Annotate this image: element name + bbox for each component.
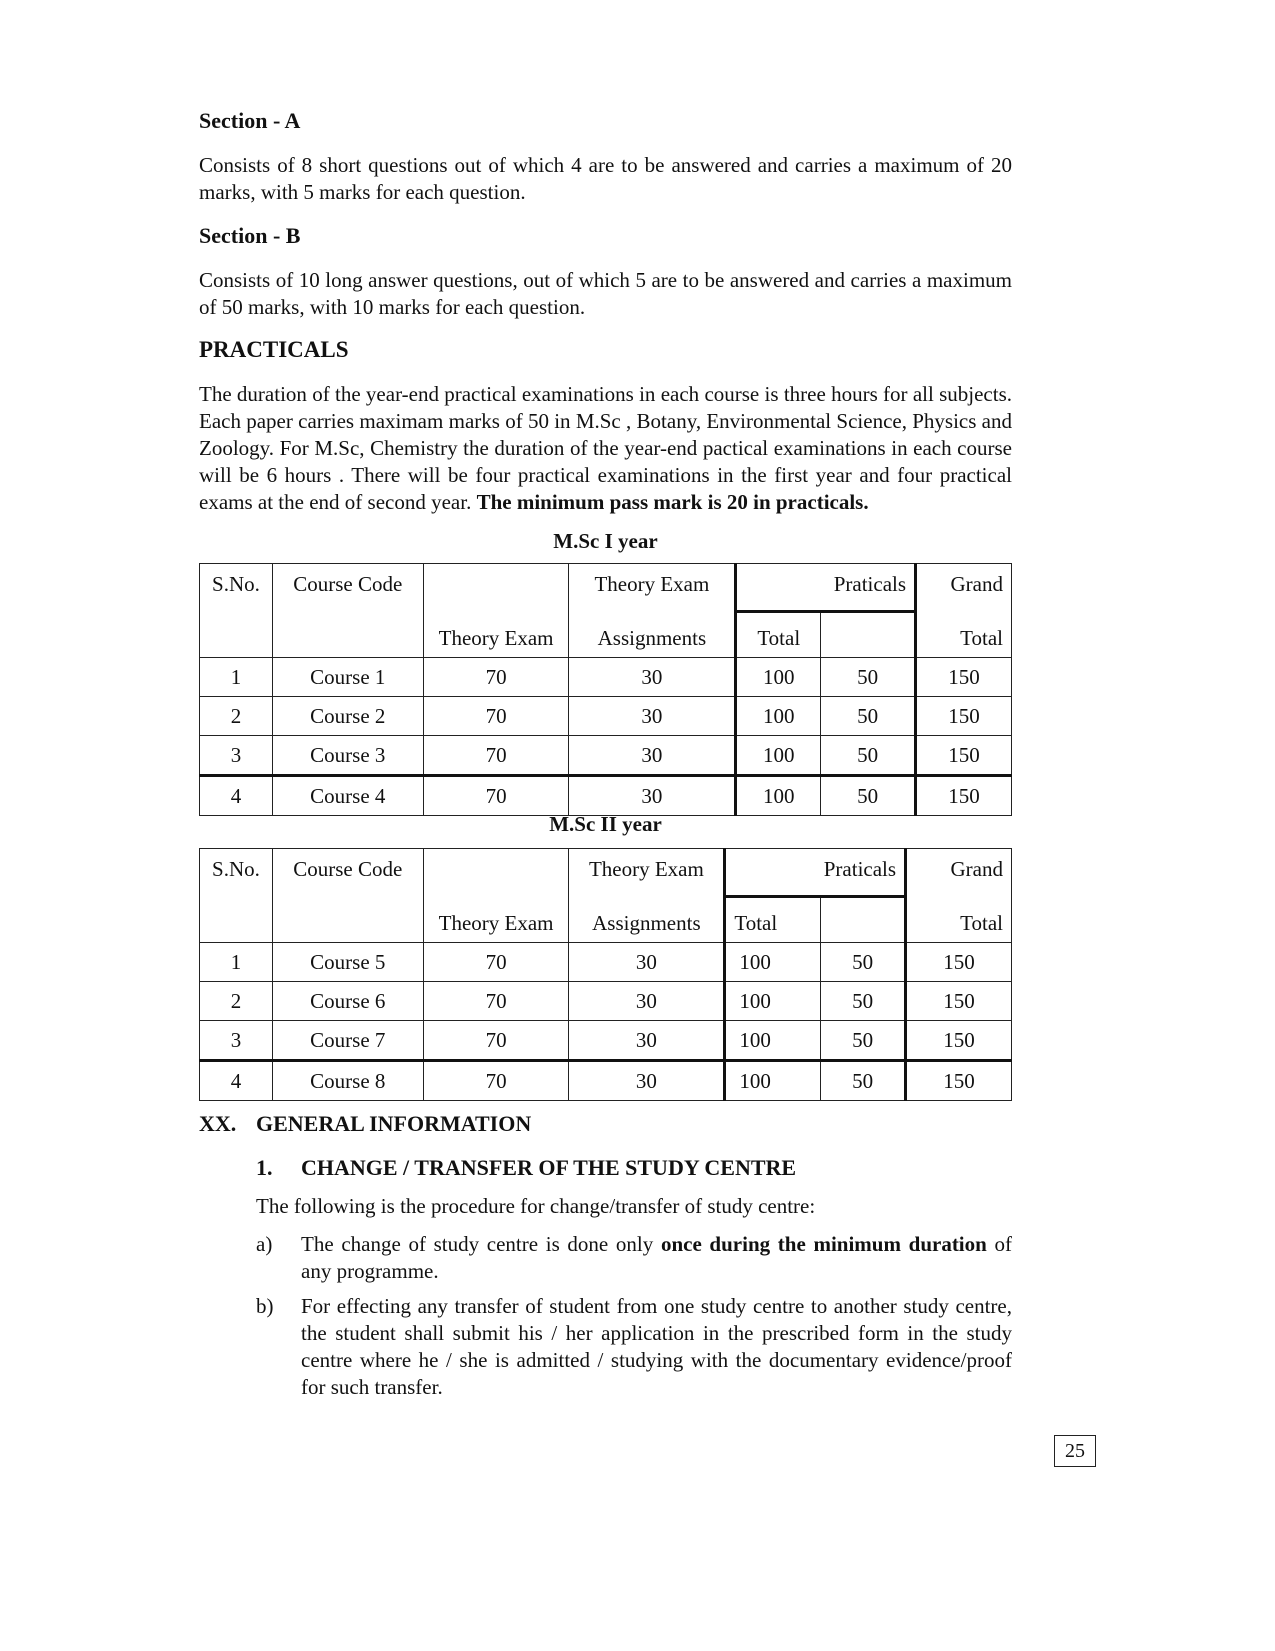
cell-grand: 150	[916, 697, 1012, 736]
section-b-heading: Section - B	[199, 223, 301, 248]
cell-sno: 2	[200, 697, 273, 736]
cell-theory: 70	[423, 1061, 569, 1101]
cell-theory: 70	[423, 736, 569, 776]
practicals-heading: PRACTICALS	[199, 337, 349, 362]
header-course-code: Course Code	[272, 564, 423, 612]
list-item-b: For effecting any transfer of student from one study centre to another study centre, the student shall submit his / her application in the prescribed form in the study centre where he / she is admitted / studying with the documentary evidence/proof for such transfer.	[301, 1294, 1012, 1399]
cell-sno: 1	[200, 943, 273, 982]
cell-prac: 50	[821, 736, 916, 776]
cell-total: 100	[736, 697, 821, 736]
header-grand-total: Total	[906, 897, 1012, 943]
table-row	[200, 697, 1012, 736]
cell-course: Course 1	[272, 658, 423, 697]
cell-total: 100	[725, 1021, 821, 1061]
header-empty	[272, 612, 423, 658]
practicals-text	[199, 381, 1012, 516]
header-grand: Grand	[906, 849, 1012, 897]
header-theory-exam-top: Theory Exam	[569, 564, 736, 612]
cell-theory: 70	[423, 658, 569, 697]
cell-sno: 4	[200, 1061, 273, 1101]
cell-assign: 30	[569, 1021, 725, 1061]
cell-grand: 150	[906, 943, 1012, 982]
cell-total: 100	[736, 776, 821, 816]
item-a-text-after: of any programme.	[301, 1232, 1012, 1283]
header-empty	[821, 612, 916, 658]
header-empty	[200, 612, 273, 658]
msc-2-marks-table	[199, 848, 1012, 1101]
header-theory-exam-top: Theory Exam	[569, 849, 725, 897]
cell-grand: 150	[906, 1021, 1012, 1061]
header-empty	[200, 897, 273, 943]
header-praticals: Praticals	[736, 564, 916, 612]
table-row	[200, 943, 1012, 982]
cell-total: 100	[725, 1061, 821, 1101]
cell-sno: 4	[200, 776, 273, 816]
cell-assign: 30	[569, 736, 736, 776]
cell-sno: 2	[200, 982, 273, 1021]
header-sno: S.No.	[200, 849, 273, 897]
cell-total: 100	[725, 943, 821, 982]
cell-assign: 30	[569, 776, 736, 816]
cell-total: 100	[725, 982, 821, 1021]
header-empty	[423, 849, 569, 897]
cell-grand: 150	[916, 658, 1012, 697]
header-empty	[272, 897, 423, 943]
cell-course: Course 8	[272, 1061, 423, 1101]
header-sno: S.No.	[200, 564, 273, 612]
item-a-text-before: The change of study centre is done only	[301, 1232, 661, 1256]
practicals-body: The duration of the year-end practical examinations in each course is three hours for all subjects. Each paper carries maximam marks of 50 in M.Sc , Botany, Environmental Science, Physics and Zoology. For M.Sc, Chemistry the duration of the year-end pactical examinations in each course will be 6 hours . There will be four practical examinations in the first year and four practical exams at the end of second year.	[199, 382, 1012, 514]
header-praticals: Praticals	[725, 849, 906, 897]
cell-prac: 50	[821, 1021, 906, 1061]
procedure-intro: The following is the procedure for change/transfer of study centre:	[256, 1194, 816, 1218]
cell-prac: 50	[821, 982, 906, 1021]
section-b-text: Consists of 10 long answer questions, out of which 5 are to be answered and carries a maximum of 50 marks, with 10 marks for each question.	[199, 268, 1012, 319]
header-assignments: Assignments	[569, 612, 736, 658]
cell-theory: 70	[423, 1021, 569, 1061]
general-number: XX.	[199, 1111, 237, 1136]
cell-total: 100	[736, 736, 821, 776]
item-a-bold: once during the minimum duration	[660, 1232, 987, 1256]
cell-assign: 30	[569, 1061, 725, 1101]
table-row	[200, 658, 1012, 697]
cell-sno: 3	[200, 736, 273, 776]
cell-grand: 150	[916, 736, 1012, 776]
header-empty	[423, 564, 569, 612]
table-row	[200, 1021, 1012, 1061]
cell-course: Course 5	[272, 943, 423, 982]
cell-total: 100	[736, 658, 821, 697]
cell-sno: 3	[200, 1021, 273, 1061]
list-label-a: a)	[256, 1232, 273, 1256]
cell-course: Course 3	[272, 736, 423, 776]
cell-theory: 70	[423, 697, 569, 736]
header-theory-exam: Theory Exam	[423, 612, 569, 658]
cell-course: Course 4	[272, 776, 423, 816]
cell-theory: 70	[423, 776, 569, 816]
table-row	[200, 736, 1012, 776]
table-2-caption: M.Sc II year	[549, 812, 662, 836]
header-course-code: Course Code	[272, 849, 423, 897]
table-row	[200, 1061, 1012, 1101]
msc-1-marks-table	[199, 563, 1012, 816]
cell-assign: 30	[569, 697, 736, 736]
section-a-heading: Section - A	[199, 108, 301, 133]
header-grand: Grand	[916, 564, 1012, 612]
cell-prac: 50	[821, 776, 916, 816]
general-heading: GENERAL INFORMATION	[256, 1111, 532, 1136]
cell-course: Course 2	[272, 697, 423, 736]
table-1-caption: M.Sc I year	[553, 529, 658, 553]
cell-course: Course 7	[272, 1021, 423, 1061]
header-total: Total	[725, 897, 821, 943]
cell-theory: 70	[423, 982, 569, 1021]
cell-prac: 50	[821, 1061, 906, 1101]
cell-assign: 30	[569, 943, 725, 982]
list-label-b: b)	[256, 1294, 274, 1318]
table-row	[200, 982, 1012, 1021]
practicals-pass-mark: The minimum pass mark is 20 in practicals.	[476, 490, 869, 514]
cell-assign: 30	[569, 658, 736, 697]
cell-prac: 50	[821, 697, 916, 736]
cell-prac: 50	[821, 658, 916, 697]
cell-prac: 50	[821, 943, 906, 982]
subsection-number: 1.	[256, 1155, 273, 1180]
page-number: 25	[1054, 1435, 1096, 1467]
cell-grand: 150	[906, 1061, 1012, 1101]
cell-grand: 150	[906, 982, 1012, 1021]
cell-course: Course 6	[272, 982, 423, 1021]
header-grand-total: Total	[916, 612, 1012, 658]
subsection-heading: CHANGE / TRANSFER OF THE STUDY CENTRE	[301, 1155, 797, 1180]
list-item-a	[301, 1231, 1012, 1285]
cell-grand: 150	[916, 776, 1012, 816]
table-row	[200, 776, 1012, 816]
header-total: Total	[736, 612, 821, 658]
cell-assign: 30	[569, 982, 725, 1021]
section-a-text: Consists of 8 short questions out of which 4 are to be answered and carries a maximum of 20 marks, with 5 marks for each question.	[199, 153, 1012, 204]
cell-sno: 1	[200, 658, 273, 697]
header-assignments: Assignments	[569, 897, 725, 943]
header-theory-exam: Theory Exam	[423, 897, 569, 943]
cell-theory: 70	[423, 943, 569, 982]
header-empty	[821, 897, 906, 943]
